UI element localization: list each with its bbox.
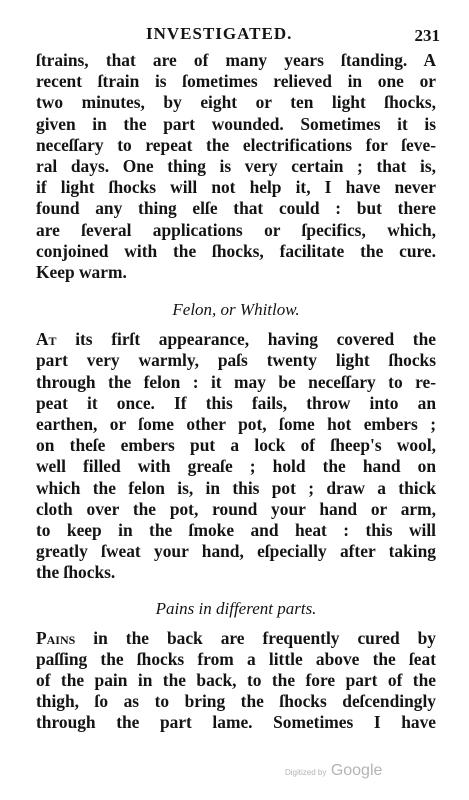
- paragraph-strains: [36, 50, 436, 283]
- book-page: [36, 24, 440, 734]
- text-line: two minutes, by eight or ten light ſhocks,: [36, 92, 436, 113]
- text-line: if light ſhocks will not help it, I have never: [36, 177, 436, 198]
- paragraph-pains: [36, 628, 436, 734]
- text-line: [36, 329, 436, 350]
- section-heading-felon: Felon, or Whitlow.: [172, 300, 300, 320]
- text-line: are ſeveral applications or ſpecifics, which,: [36, 219, 436, 240]
- text-line: thigh, ſo as to bring the ſhocks deſcendingly: [36, 691, 436, 712]
- text-line: found any thing elſe that could : but there: [36, 198, 436, 219]
- text-line: well filled with greaſe ; hold the hand on: [36, 456, 436, 477]
- paragraph-felon: [36, 329, 436, 583]
- watermark-prefix: Digitized by: [285, 768, 327, 777]
- initial-word: Pains: [36, 627, 76, 648]
- text-line: to keep in the ſmoke and heat : this will: [36, 520, 436, 541]
- text-line: ral days. One thing is very certain ; that is,: [36, 156, 436, 177]
- text-line: greatly ſweat your hand, eſpecially after taking: [36, 541, 436, 562]
- text-line: which the felon is, in this pot ; draw a thick: [36, 477, 436, 498]
- text-line: recent ſtrain is ſometimes relieved in one or: [36, 71, 436, 92]
- text-line: given in the part wounded. Sometimes it is: [36, 113, 436, 134]
- text-run: its firſt appearance, having covered the: [56, 329, 436, 350]
- page-number: 231: [414, 26, 440, 45]
- initial-word: At: [36, 329, 57, 350]
- running-head: INVESTIGATED.: [146, 24, 293, 43]
- text-line: on theſe embers put a lock of ſheep's wool,: [36, 435, 436, 456]
- text-line: through the felon : it may be neceſſary to re-: [36, 371, 436, 392]
- watermark-brand: Google: [330, 762, 383, 779]
- text-line: peat it once. If this fails, throw into an: [36, 392, 436, 413]
- text-line: Keep warm.: [36, 262, 127, 283]
- page-header: [36, 24, 440, 50]
- text-line: paſſing the ſhocks from a little above the ſeat: [36, 648, 436, 669]
- text-line: part very warmly, paſs twenty light ſhocks: [36, 350, 436, 371]
- section-heading-pains: Pains in different parts.: [155, 598, 317, 618]
- text-line: through the part lame. Sometimes I have: [36, 712, 436, 733]
- text-line: [36, 628, 436, 649]
- text-line: cloth over the pot, round your hand or arm,: [36, 498, 436, 519]
- text-line: earthen, or ſome other pot, ſome hot embers ;: [36, 414, 436, 435]
- text-run: in the back are frequently cured by: [75, 627, 436, 648]
- text-line: the ſhocks.: [36, 562, 116, 583]
- text-line: neceſſary to repeat the electrifications for ſeve-: [36, 134, 436, 155]
- text-line: ſtrains, that are of many years ſtanding. A: [36, 50, 436, 70]
- digitized-watermark: [285, 762, 382, 780]
- text-line: conjoined with the ſhocks, facilitate the cure.: [36, 240, 436, 261]
- text-line: of the pain in the back, to the fore part of the: [36, 670, 436, 691]
